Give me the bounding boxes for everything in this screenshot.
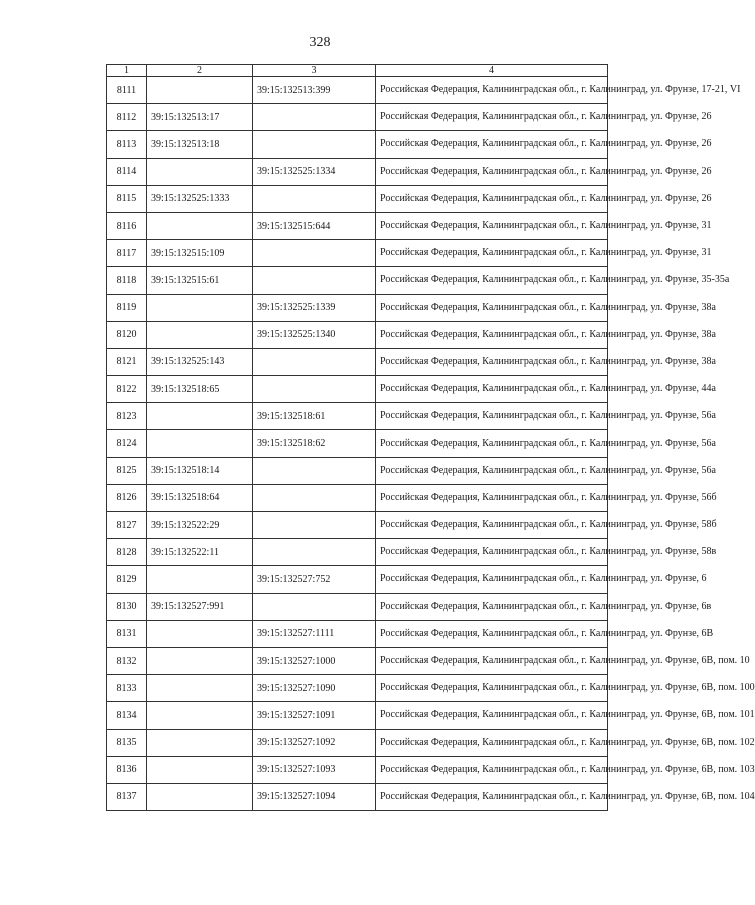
table-row	[107, 702, 608, 729]
related-cadastral-number-cell: 39:15:132515:644	[253, 212, 376, 239]
row-number-cell: 8125	[107, 457, 147, 484]
table-row	[107, 756, 608, 783]
row-number-cell: 8114	[107, 158, 147, 185]
row-number-cell: 8113	[107, 131, 147, 158]
cadastral-number-cell	[147, 158, 253, 185]
address-cell: Российская Федерация, Калининградская обл., г. Калининград, ул. Фрунзе, 38а	[376, 348, 608, 375]
cadastral-number-cell: 39:15:132518:14	[147, 457, 253, 484]
page-number: 328	[309, 35, 331, 50]
row-number-cell: 8128	[107, 539, 147, 566]
cadastral-number-cell	[147, 77, 253, 104]
row-number-cell: 8130	[107, 593, 147, 620]
table-row	[107, 294, 608, 321]
address-cell: Российская Федерация, Калининградская обл., г. Калининград, ул. Фрунзе, 6В, пом. 102	[376, 729, 608, 756]
row-number-cell: 8122	[107, 376, 147, 403]
row-number-cell: 8118	[107, 267, 147, 294]
table-row	[107, 620, 608, 647]
cadastral-number-cell	[147, 321, 253, 348]
cadastral-number-cell: 39:15:132518:64	[147, 484, 253, 511]
row-number-cell: 8111	[107, 77, 147, 104]
table-row	[107, 675, 608, 702]
table-row	[107, 512, 608, 539]
related-cadastral-number-cell: 39:15:132518:62	[253, 430, 376, 457]
row-number-cell: 8116	[107, 212, 147, 239]
row-number-cell: 8137	[107, 783, 147, 810]
row-number-cell: 8121	[107, 348, 147, 375]
related-cadastral-number-cell	[253, 348, 376, 375]
related-cadastral-number-cell	[253, 267, 376, 294]
table-row	[107, 783, 608, 810]
table-row	[107, 539, 608, 566]
related-cadastral-number-cell	[253, 185, 376, 212]
related-cadastral-number-cell: 39:15:132527:1094	[253, 783, 376, 810]
address-cell: Российская Федерация, Калининградская обл., г. Калининград, ул. Фрунзе, 6В, пом. 100	[376, 675, 608, 702]
related-cadastral-number-cell	[253, 104, 376, 131]
address-cell: Российская Федерация, Калининградская обл., г. Калининград, ул. Фрунзе, 6В, пом. 101	[376, 702, 608, 729]
address-cell: Российская Федерация, Калининградская обл., г. Калининград, ул. Фрунзе, 6в	[376, 593, 608, 620]
address-cell: Российская Федерация, Калининградская обл., г. Калининград, ул. Фрунзе, 56б	[376, 484, 608, 511]
related-cadastral-number-cell	[253, 539, 376, 566]
table-row	[107, 647, 608, 674]
cadastral-number-cell	[147, 729, 253, 756]
address-cell: Российская Федерация, Калининградская обл., г. Калининград, ул. Фрунзе, 56а	[376, 430, 608, 457]
address-cell: Российская Федерация, Калининградская обл., г. Калининград, ул. Фрунзе, 38а	[376, 321, 608, 348]
row-number-cell: 8134	[107, 702, 147, 729]
related-cadastral-number-cell	[253, 457, 376, 484]
address-cell: Российская Федерация, Калининградская обл., г. Калининград, ул. Фрунзе, 44а	[376, 376, 608, 403]
table-row	[107, 729, 608, 756]
table-row	[107, 321, 608, 348]
address-cell: Российская Федерация, Калининградская обл., г. Калининград, ул. Фрунзе, 26	[376, 158, 608, 185]
related-cadastral-number-cell	[253, 593, 376, 620]
cadastral-number-cell: 39:15:132527:991	[147, 593, 253, 620]
cadastral-number-cell: 39:15:132513:17	[147, 104, 253, 131]
address-cell: Российская Федерация, Калининградская обл., г. Калининград, ул. Фрунзе, 17-21, VI	[376, 77, 608, 104]
table-row	[107, 212, 608, 239]
row-number-cell: 8120	[107, 321, 147, 348]
table-row	[107, 376, 608, 403]
address-cell: Российская Федерация, Калининградская обл., г. Калининград, ул. Фрунзе, 31	[376, 212, 608, 239]
cadastral-number-cell	[147, 403, 253, 430]
table-row	[107, 104, 608, 131]
cadastral-number-cell	[147, 702, 253, 729]
row-number-cell: 8129	[107, 566, 147, 593]
cadastral-number-cell: 39:15:132513:18	[147, 131, 253, 158]
related-cadastral-number-cell: 39:15:132527:752	[253, 566, 376, 593]
column-header-2: 2	[147, 65, 253, 77]
related-cadastral-number-cell: 39:15:132518:61	[253, 403, 376, 430]
table-row	[107, 158, 608, 185]
row-number-cell: 8112	[107, 104, 147, 131]
table-row	[107, 593, 608, 620]
cadastral-number-cell: 39:15:132522:11	[147, 539, 253, 566]
column-header-4: 4	[376, 65, 608, 77]
row-number-cell: 8136	[107, 756, 147, 783]
table-row	[107, 403, 608, 430]
cadastral-number-cell	[147, 783, 253, 810]
table-row	[107, 240, 608, 267]
table-row	[107, 267, 608, 294]
related-cadastral-number-cell: 39:15:132527:1092	[253, 729, 376, 756]
address-cell: Российская Федерация, Калининградская обл., г. Калининград, ул. Фрунзе, 31	[376, 240, 608, 267]
row-number-cell: 8115	[107, 185, 147, 212]
related-cadastral-number-cell: 39:15:132525:1334	[253, 158, 376, 185]
cadastral-number-cell	[147, 430, 253, 457]
cadastral-number-cell: 39:15:132515:61	[147, 267, 253, 294]
row-number-cell: 8119	[107, 294, 147, 321]
address-cell: Российская Федерация, Калининградская обл., г. Калининград, ул. Фрунзе, 6В, пом. 104	[376, 783, 608, 810]
cadastral-number-cell: 39:15:132515:109	[147, 240, 253, 267]
row-number-cell: 8135	[107, 729, 147, 756]
table-row	[107, 484, 608, 511]
related-cadastral-number-cell: 39:15:132525:1339	[253, 294, 376, 321]
address-cell: Российская Федерация, Калининградская обл., г. Калининград, ул. Фрунзе, 58б	[376, 512, 608, 539]
related-cadastral-number-cell	[253, 484, 376, 511]
row-number-cell: 8126	[107, 484, 147, 511]
address-cell: Российская Федерация, Калининградская обл., г. Калининград, ул. Фрунзе, 26	[376, 185, 608, 212]
address-cell: Российская Федерация, Калининградская обл., г. Калининград, ул. Фрунзе, 35-35а	[376, 267, 608, 294]
row-number-cell: 8123	[107, 403, 147, 430]
address-cell: Российская Федерация, Калининградская обл., г. Калининград, ул. Фрунзе, 6	[376, 566, 608, 593]
cadastral-number-cell	[147, 647, 253, 674]
cadastral-number-cell	[147, 620, 253, 647]
related-cadastral-number-cell: 39:15:132525:1340	[253, 321, 376, 348]
table-row	[107, 131, 608, 158]
row-number-cell: 8117	[107, 240, 147, 267]
cadastral-number-cell: 39:15:132522:29	[147, 512, 253, 539]
related-cadastral-number-cell: 39:15:132527:1093	[253, 756, 376, 783]
table-row	[107, 77, 608, 104]
address-cell: Российская Федерация, Калининградская обл., г. Калининград, ул. Фрунзе, 6В	[376, 620, 608, 647]
related-cadastral-number-cell	[253, 512, 376, 539]
related-cadastral-number-cell	[253, 240, 376, 267]
table-header-row	[107, 65, 608, 77]
address-cell: Российская Федерация, Калининградская обл., г. Калининград, ул. Фрунзе, 6В, пом. 103	[376, 756, 608, 783]
related-cadastral-number-cell: 39:15:132527:1000	[253, 647, 376, 674]
related-cadastral-number-cell: 39:15:132527:1090	[253, 675, 376, 702]
row-number-cell: 8124	[107, 430, 147, 457]
cadastral-number-cell: 39:15:132525:143	[147, 348, 253, 375]
table-row	[107, 430, 608, 457]
address-cell: Российская Федерация, Калининградская обл., г. Калининград, ул. Фрунзе, 38а	[376, 294, 608, 321]
address-cell: Российская Федерация, Калининградская обл., г. Калининград, ул. Фрунзе, 6В, пом. 10	[376, 647, 608, 674]
table-row	[107, 348, 608, 375]
cadastral-number-cell: 39:15:132525:1333	[147, 185, 253, 212]
cadastral-number-cell: 39:15:132518:65	[147, 376, 253, 403]
row-number-cell: 8132	[107, 647, 147, 674]
table-row	[107, 566, 608, 593]
address-cell: Российская Федерация, Калининградская обл., г. Калининград, ул. Фрунзе, 56а	[376, 403, 608, 430]
cadastral-number-cell	[147, 212, 253, 239]
related-cadastral-number-cell	[253, 376, 376, 403]
column-header-1: 1	[107, 65, 147, 77]
cadastral-number-cell	[147, 675, 253, 702]
address-cell: Российская Федерация, Калининградская обл., г. Калининград, ул. Фрунзе, 26	[376, 104, 608, 131]
address-cell: Российская Федерация, Калининградская обл., г. Калининград, ул. Фрунзе, 26	[376, 131, 608, 158]
table-row	[107, 457, 608, 484]
related-cadastral-number-cell: 39:15:132513:399	[253, 77, 376, 104]
address-cell: Российская Федерация, Калининградская обл., г. Калининград, ул. Фрунзе, 56а	[376, 457, 608, 484]
table-row	[107, 185, 608, 212]
address-cell: Российская Федерация, Калининградская обл., г. Калининград, ул. Фрунзе, 58в	[376, 539, 608, 566]
row-number-cell: 8127	[107, 512, 147, 539]
row-number-cell: 8133	[107, 675, 147, 702]
column-header-3: 3	[253, 65, 376, 77]
cadastral-number-cell	[147, 566, 253, 593]
related-cadastral-number-cell	[253, 131, 376, 158]
cadastral-number-cell	[147, 756, 253, 783]
cadastral-number-cell	[147, 294, 253, 321]
row-number-cell: 8131	[107, 620, 147, 647]
related-cadastral-number-cell: 39:15:132527:1111	[253, 620, 376, 647]
registry-table	[106, 64, 755, 811]
related-cadastral-number-cell: 39:15:132527:1091	[253, 702, 376, 729]
